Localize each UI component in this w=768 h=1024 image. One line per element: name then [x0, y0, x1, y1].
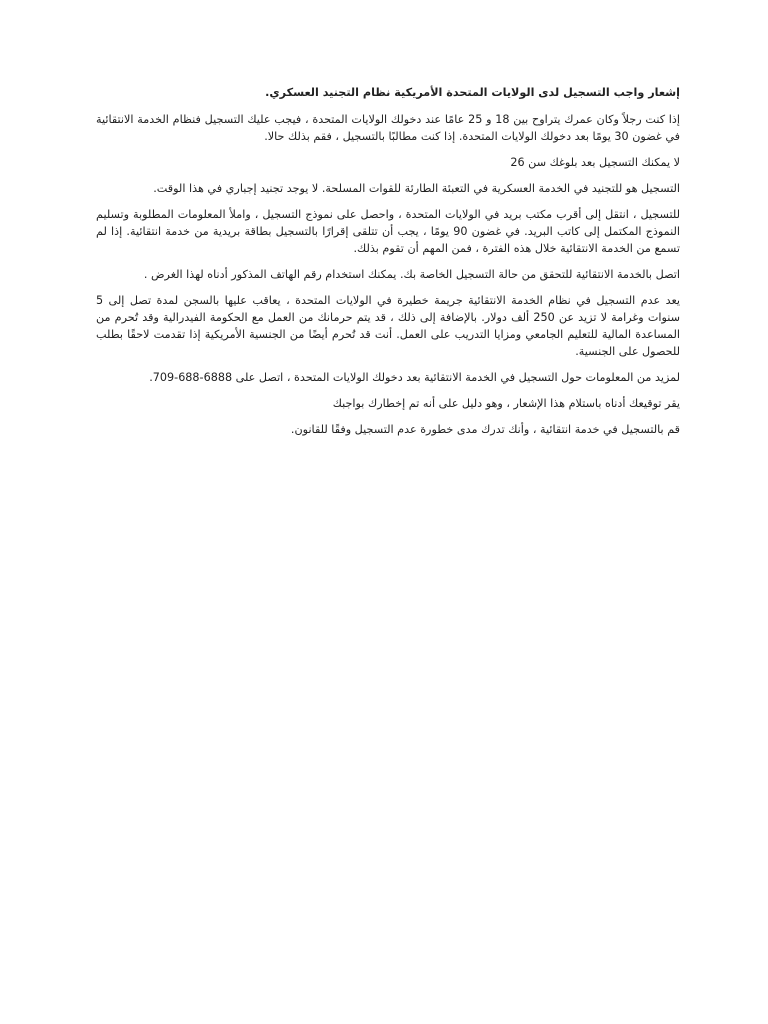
document-title: إشعار واجب التسجيل لدى الولايات المتحدة الأمريكية نظام التجنيد العسكري.	[265, 86, 680, 99]
paragraph-registration-requirement: إذا كنت رجلاً وكان عمرك يتراوح بين 18 و 25 عامًا عند دخولك الولايات المتحدة ، فيجب عليك التسجيل فنظام الخدمة الانتقائية في غضون 30 يومًا بعد دخولك الولايات المتحدة. إذا كنت مطالبًا بالتسجيل ، فقم بذلك حالا.	[96, 113, 681, 143]
paragraph-penalties: يعد عدم التسجيل في نظام الخدمة الانتقائية جريمة خطيرة في الولايات المتحدة ، يعاقب عليها بالسجن لمدة تصل إلى 5 سنوات وغرامة لا تزيد عن 250 ألف دولار. بالإضافة إلى ذلك ، قد يتم حرمانك من العمل مع الحكومة الفيدرالية وقد تُحرم من المساعدة المالية للتعليم الجامعي ومزايا التدريب على العمل. أنت قد تُحرم أيضًا من الجنسية الأمريكية إذا تقدمت لاحقًا بطلب للحصول على الجنسية.	[96, 294, 680, 358]
paragraph-how-to-register: للتسجيل ، انتقل إلى أقرب مكتب بريد في الولايات المتحدة ، واحصل على نموذج التسجيل ، واملأ المعلومات المطلوبة وتسليم النموذج المكتمل إلى كاتب البريد. في غضون 90 يومًا ، يجب أن تتلقى إقرارًا بالتسجيل بطاقة بريدية من خدمة انتقائية. إذا لم تسمع من الخدمة الانتقائية خلال هذه الفترة ، فمن المهم أن تقوم بذلك.	[96, 208, 680, 255]
paragraph-check-status: اتصل بالخدمة الانتقائية للتحقق من حالة التسجيل الخاصة بك. يمكنك استخدام رقم الهاتف المذكور أدناه لهذا الغرض .	[143, 268, 680, 281]
paragraph-legal-awareness: قم بالتسجيل في خدمة انتقائية ، وأنك تدرك مدى خطورة عدم التسجيل وفقًا للقانون.	[290, 423, 680, 436]
paragraph-more-info: لمزيد من المعلومات حول التسجيل في الخدمة الانتقائية بعد دخولك الولايات المتحدة ، اتصل على 6888-688-709.	[149, 371, 680, 384]
document-page	[96, 84, 680, 447]
paragraph-purpose: التسجيل هو للتجنيد في الخدمة العسكرية في التعبئة الطارئة للقوات المسلحة. لا يوجد تجنيد إجباري في هذا الوقت.	[153, 182, 680, 195]
paragraph-signature-acknowledgement: يقر توقيعك أدناه باستلام هذا الإشعار ، وهو دليل على أنه تم إخطارك بواجبك	[332, 397, 680, 410]
paragraph-age-limit: لا يمكنك التسجيل بعد بلوغك سن 26	[510, 156, 680, 169]
